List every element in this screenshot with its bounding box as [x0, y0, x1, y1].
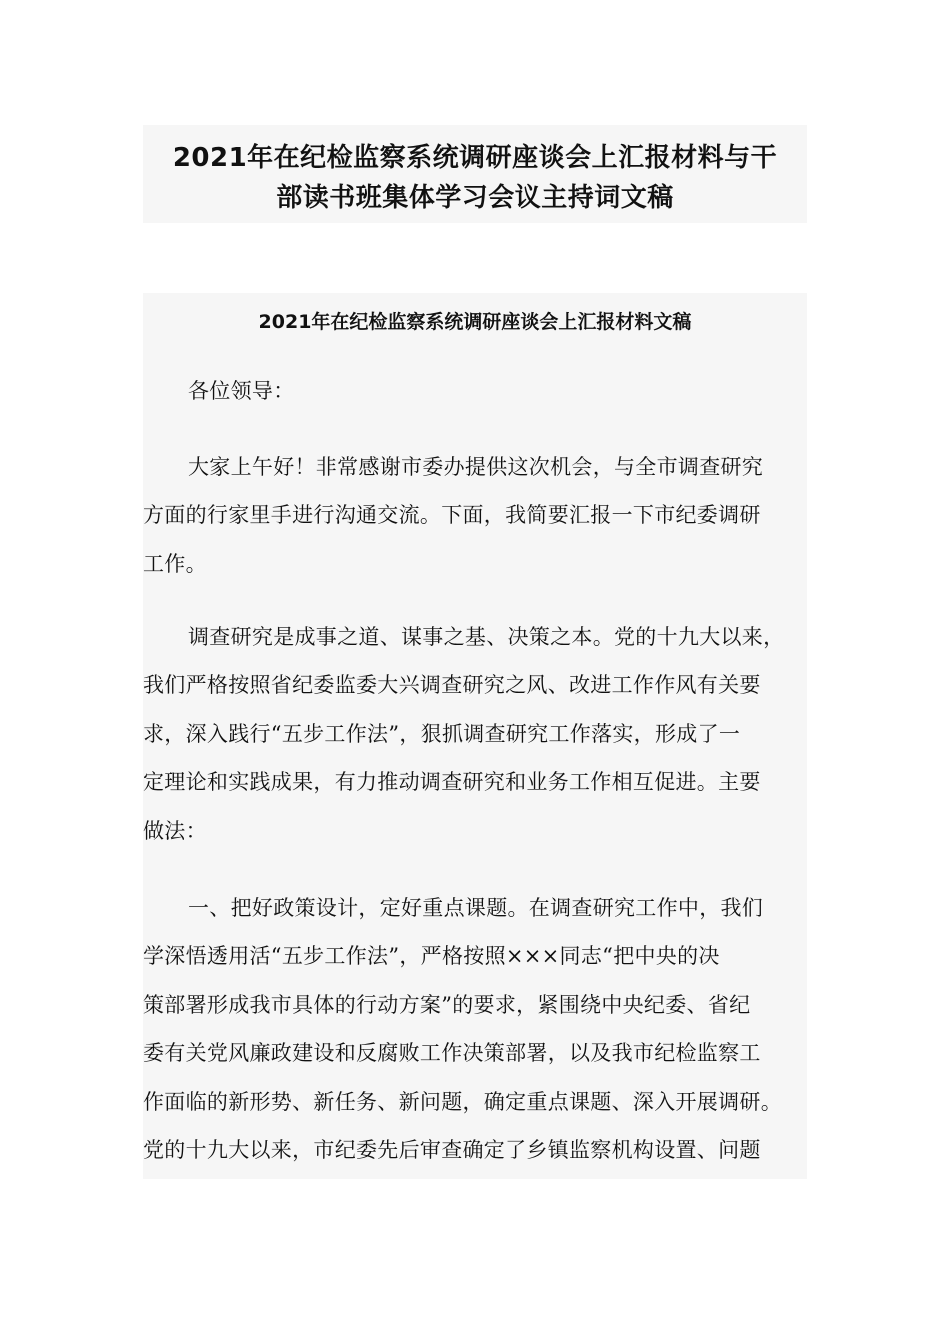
text-line: 策部署形成我市具体的行动方案”的要求，紧围绕中央纪委、省纪: [143, 992, 751, 1017]
document-title: [143, 125, 807, 218]
section-title: 2021年在纪检监察系统调研座谈会上汇报材料文稿: [258, 311, 692, 333]
paragraph-overview: [143, 613, 815, 855]
text-line: 方面的行家里手进行沟通交流。下面，我简要汇报一下市纪委调研: [143, 503, 761, 528]
paragraph-greeting: [143, 443, 815, 588]
text-line: 各位领导：: [188, 379, 295, 403]
text-line: 一、把好政策设计，定好重点课题。在调查研究工作中，我们: [188, 896, 764, 920]
document-body: [143, 293, 807, 1179]
document-title-block: [143, 125, 807, 223]
document-title-line: 2021年在纪检监察系统调研座谈会上汇报材料与干: [172, 143, 778, 173]
text-line: 做法：: [143, 818, 207, 843]
text-line: 求，深入践行“五步工作法”，狠抓调查研究工作落实，形成了一: [143, 721, 741, 746]
text-line: 我们严格按照省纪委监委大兴调查研究之风、改进工作作风有关要: [143, 673, 761, 698]
text-line: 调查研究是成事之道、谋事之基、决策之本。党的十九大以来，: [188, 625, 785, 649]
text-line: 党的十九大以来，市纪委先后审查确定了乡镇监察机构设置、问题: [143, 1137, 761, 1162]
text-line: 学深悟透用活“五步工作法”，严格按照×××同志“把中央的决: [143, 944, 720, 969]
salutation: [143, 367, 815, 415]
document-title-line: 部读书班集体学习会议主持词文稿: [276, 183, 674, 213]
text-line: 工作。: [143, 551, 207, 576]
paragraph-section-one: [143, 884, 815, 1174]
text-line: 作面临的新形势、新任务、新问题，确定重点课题、深入开展调研。: [143, 1089, 782, 1114]
text-line: 定理论和实践成果，有力推动调查研究和业务工作相互促进。主要: [143, 770, 761, 795]
text-line: 大家上午好！非常感谢市委办提供这次机会，与全市调查研究: [188, 455, 764, 479]
text-line: 委有关党风廉政建设和反腐败工作决策部署，以及我市纪检监察工: [143, 1041, 761, 1066]
